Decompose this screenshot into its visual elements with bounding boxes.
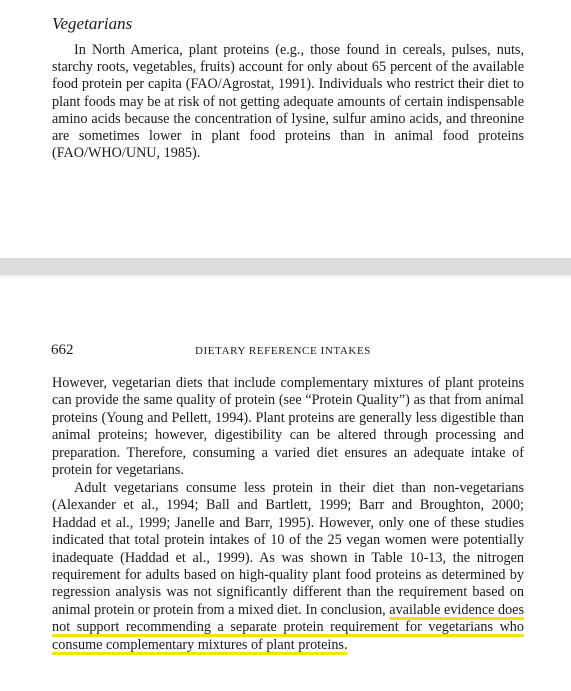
paragraph [52, 480, 524, 654]
page-separator [0, 258, 571, 275]
paragraph: In North America, plant proteins (e.g., those found in cereals, pulses, nuts, starchy roots, vegetables, fruits) account for only about 65 percent of the available food protein per capita (FAO/Agrostat, 1991). Individuals who restrict their diet to plant foods may be at risk of not getting adequate amounts of certain indispensable amino acids because the concentration of lysine, sulfur amino acids, and threonine are sometimes lower in plant food proteins than in animal food proteins (FAO/WHO/UNU, 1985). [52, 42, 524, 162]
running-head: DIETARY REFERENCE INTAKES [195, 345, 371, 357]
highlighted-text: available evidence does not support recommending a separate protein requirement for vegetarians who consume complementary mixtures of plant proteins. [52, 601, 524, 653]
page-top [0, 0, 571, 258]
page-number: 662 [51, 342, 74, 358]
paragraph: However, vegetarian diets that include complementary mixtures of plant proteins can provide the same quality of protein (see “Protein Quality”) as that from animal proteins (Young and Pellett, 1994). Plant proteins are generally less digestible than animal proteins; however, digestibility can be altered through processing and preparation. Therefore, consuming a varied diet ensures an adequate intake of protein for vegetarians. [52, 375, 524, 479]
section-heading: Vegetarians [52, 14, 133, 33]
paragraph-text: Adult vegetarians consume less protein in their diet than non-vegetarians (Alexander et al., 1994; Ball and Bartlett, 1999; Barr and Broughton, 2000; Haddad et al., 1999; Janelle and Barr, 1995). However, only one of these studies indicated that total protein intakes of 10 of the 25 vegan women were potentially inadequate (Haddad et al., 1999). As was shown in Table 10-13, the nitrogen requirement for adults based on high-quality plant food proteins as determined by regression analysis was not significantly different than the requirement based on animal protein or protein from a mixed diet. In conclusion, [52, 480, 524, 618]
